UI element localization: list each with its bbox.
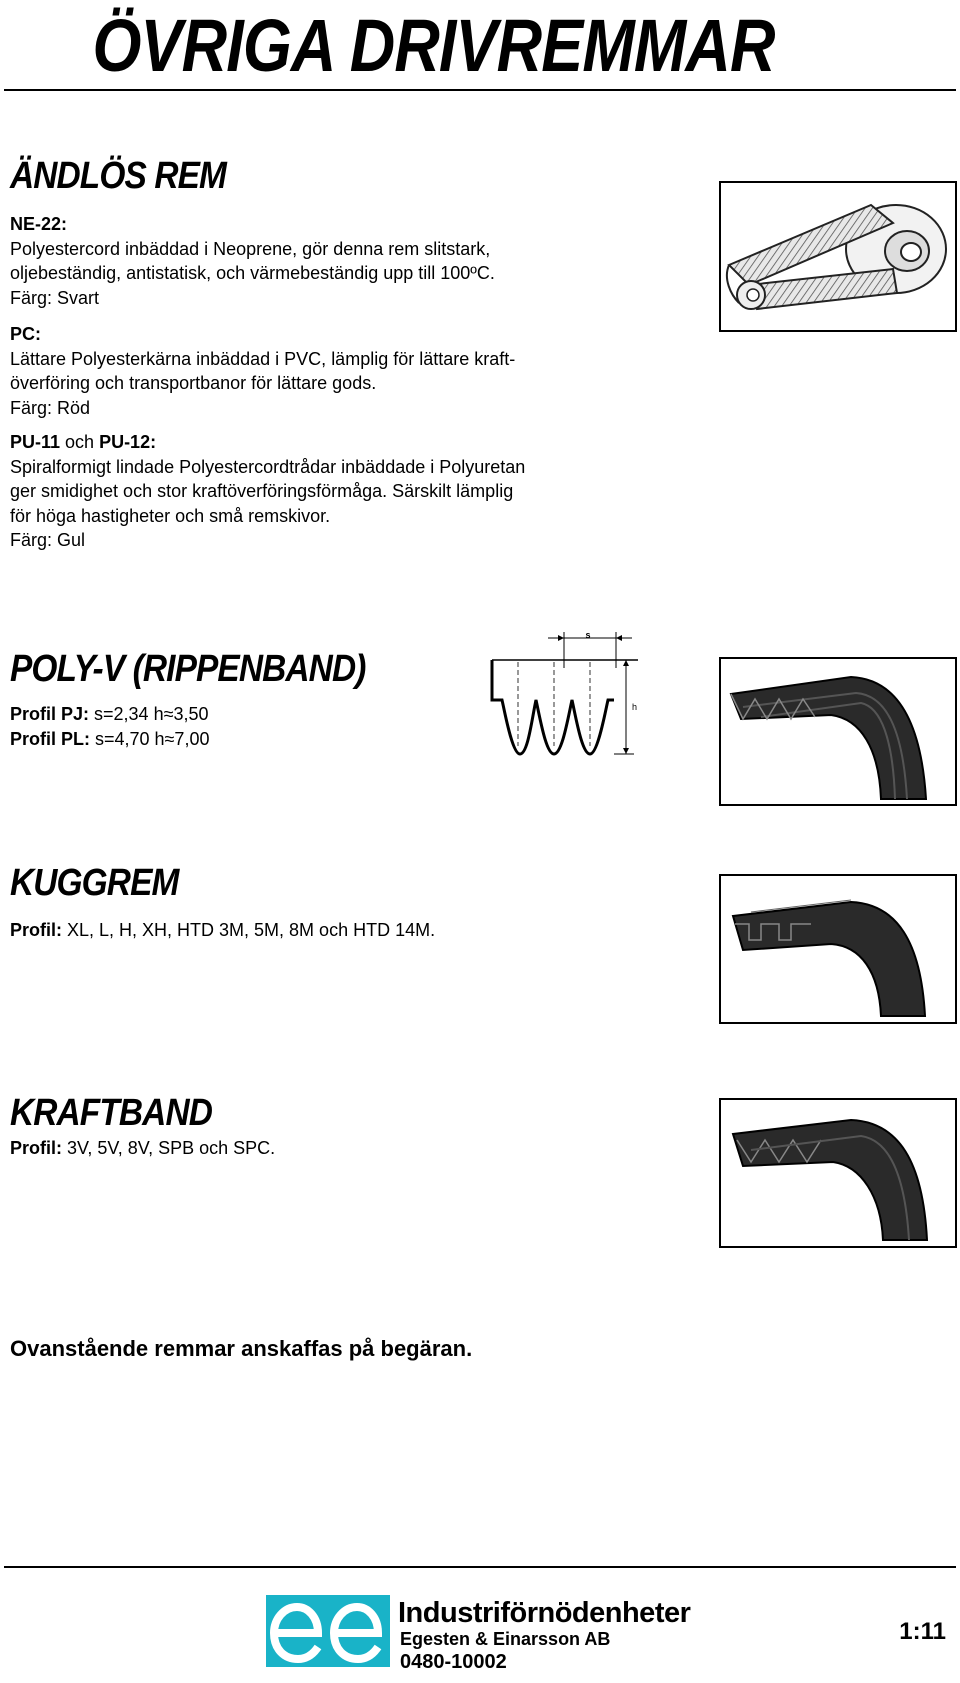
pu-desc-line1: Spiralformigt lindade Polyestercordtrådar inbäddade i Polyuretan (10, 456, 526, 477)
kraftband-profile (10, 1136, 275, 1161)
timing-belt-illustration (721, 876, 955, 1022)
company-subtitle: Egesten & Einarsson AB (400, 1629, 611, 1649)
endless-belt-illustration (721, 183, 955, 330)
page-title: ÖVRIGA DRIVREMMAR (92, 4, 775, 87)
diagram-h-label: h (632, 702, 638, 712)
profile-pl (10, 727, 209, 752)
company-logo (238, 1585, 726, 1677)
poly-v-cross-section-diagram (488, 628, 640, 758)
bottom-divider (4, 1566, 956, 1568)
timing-belt-image (719, 874, 957, 1024)
section-heading-kuggrem: KUGGREM (10, 862, 179, 904)
endless-belt-image (719, 181, 957, 332)
ne22-label: NE-22: (10, 214, 68, 234)
ee-logo-mark (266, 1595, 390, 1667)
ne22-color: Färg: Svart (10, 287, 100, 308)
pu-block (10, 430, 525, 553)
pc-block (10, 322, 515, 420)
section-heading-kraftband: KRAFTBAND (10, 1092, 212, 1134)
top-divider (4, 89, 956, 91)
pu12-label: PU-12: (99, 432, 157, 452)
kraftband-profile-value: 3V, 5V, 8V, SPB och SPC. (62, 1138, 276, 1158)
poly-v-belt-illustration (721, 659, 955, 804)
pc-desc-line1: Lättare Polyesterkärna inbäddad i PVC, lämplig för lättare kraft- (10, 348, 516, 369)
page-number: 1:11 (899, 1618, 946, 1645)
profile-pl-label: Profil PL: (10, 728, 90, 749)
section-heading-andlos-rem: ÄNDLÖS REM (10, 155, 226, 197)
ne22-desc-line1: Polyestercord inbäddad i Neoprene, gör denna rem slitstark, (10, 238, 491, 259)
profile-pj-label: Profil PJ: (10, 704, 90, 724)
ne22-desc-line2: oljebeständig, antistatisk, och värmebeständig upp till 100ºC. (10, 263, 495, 283)
kraftband-belt-illustration (721, 1100, 955, 1246)
pc-desc-line2: överföring och transportbanor för lättare gods. (10, 373, 377, 393)
poly-v-belt-image (719, 657, 957, 806)
pu-och: och (60, 432, 100, 452)
ee-logo-glyphs (266, 1595, 390, 1667)
pu-desc-line3: för höga hastigheter och små remskivor. (10, 505, 331, 526)
kraftband-belt-image (719, 1098, 957, 1248)
pu-desc-line2: ger smidighet och stor kraftöverföringsförmåga. Särskilt lämplig (10, 481, 514, 501)
kuggrem-profile (10, 918, 435, 943)
profile-pj-value: s=2,34 h≈3,50 (89, 704, 209, 724)
kraftband-profile-label: Profil: (10, 1138, 62, 1158)
section-heading-poly-v: POLY-V (RIPPENBAND) (10, 648, 366, 690)
company-name: Industriförnödenheter (398, 1597, 691, 1629)
profile-pl-value: s=4,70 h≈7,00 (90, 728, 210, 749)
profile-pj (10, 702, 209, 727)
pu-label-line (10, 430, 525, 455)
kuggrem-profile-label: Profil: (10, 920, 62, 940)
pc-label: PC: (10, 324, 41, 344)
kuggrem-profile-value: XL, L, H, XH, HTD 3M, 5M, 8M och HTD 14M. (62, 920, 436, 940)
diagram-s-label: s (585, 630, 591, 640)
availability-note: Ovanstående remmar anskaffas på begäran. (10, 1336, 473, 1361)
pu11-label: PU-11 (10, 432, 61, 452)
company-phone: 0480-10002 (400, 1651, 507, 1673)
pu-color: Färg: Gul (10, 530, 86, 550)
pc-color: Färg: Röd (10, 397, 91, 418)
ne22-block (10, 212, 495, 310)
poly-v-profiles (10, 702, 209, 751)
